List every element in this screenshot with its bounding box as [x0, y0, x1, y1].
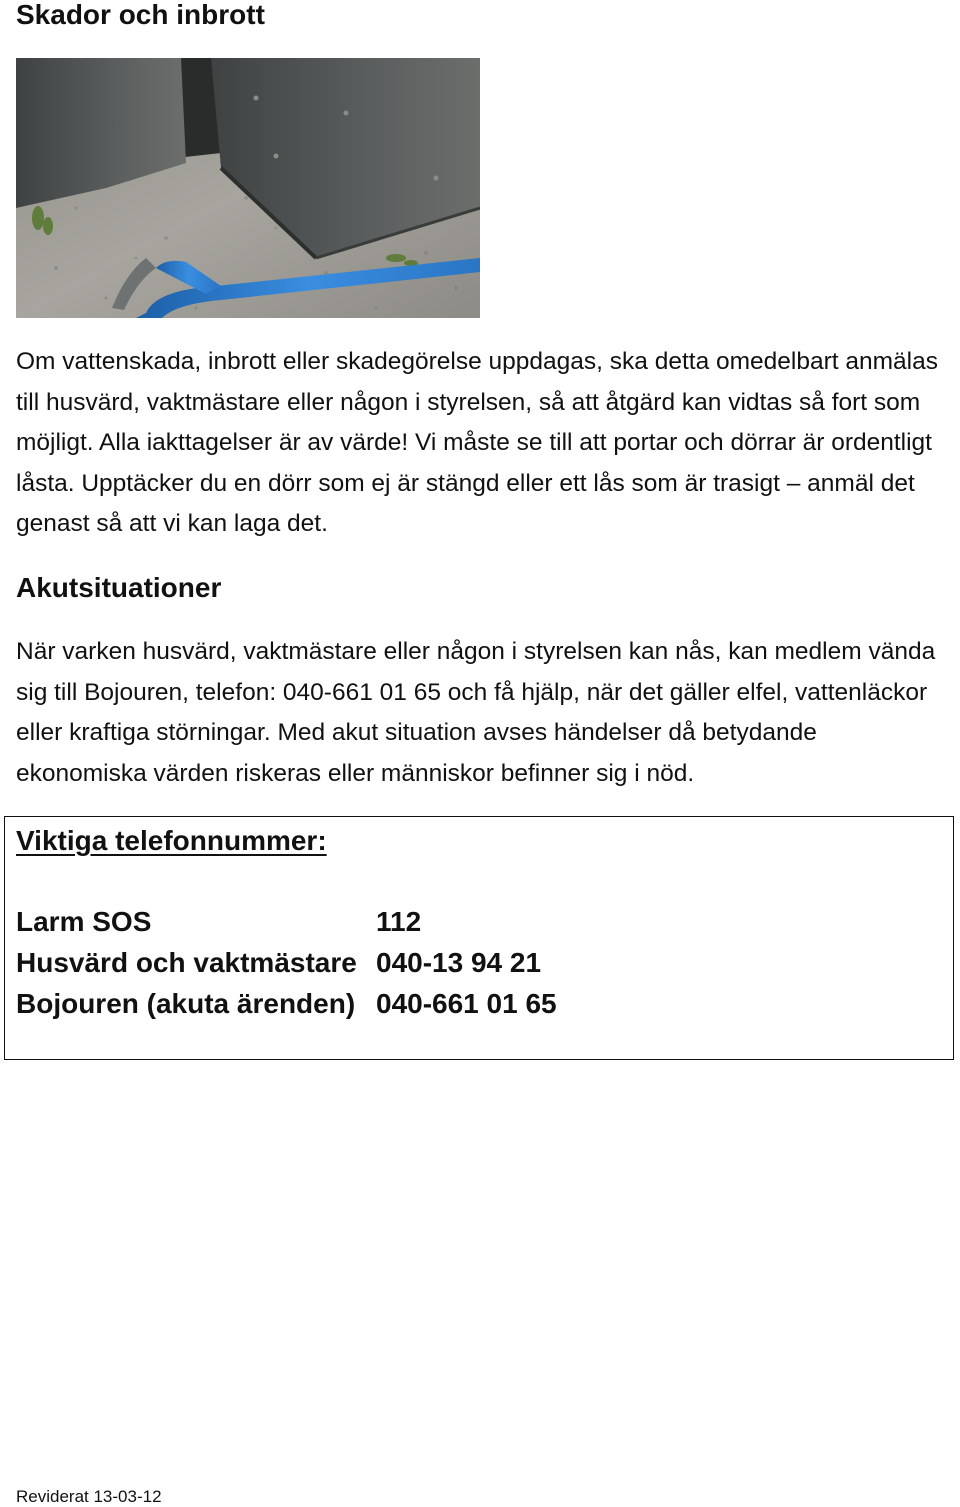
phone-name: Bojouren (akuta ärenden) — [16, 988, 356, 1019]
damage-paragraph: Om vattenskada, inbrott eller skadegörelse uppdagas, ska detta omedelbart anmälas till husvärd, vaktmästare eller någon i styrelsen, så att åtgärd kan vidtas så fort som möjligt. Alla iakttagelser är av värde! Vi måste se till att portar och dörrar är ordentligt låsta. Upptäcker du en dörr som ej är stängd eller ett lås som är trasigt – anmäl det genast så att vi kan laga det. — [16, 348, 939, 538]
akut-paragraph: När varken husvärd, vaktmästare eller någon i styrelsen kan nås, kan medlem vända sig till Bojouren, telefon: 040-661 01 65 och få hjälp, när det gäller elfel, vattenläckor eller kraftiga störningar. Med akut situation avses händelser då betydande ekonomiska värden riskeras eller människor befinner sig i nöd. — [16, 638, 936, 787]
phone-number: 112 — [376, 906, 422, 937]
akut-heading: Akutsituationer — [16, 572, 222, 603]
crowbar-photo — [16, 58, 480, 318]
page-title: Skador och inbrott — [16, 0, 265, 30]
important-phones-box — [4, 816, 954, 1060]
revision-date: Reviderat 13-03-12 — [16, 1487, 162, 1506]
phone-row — [16, 901, 557, 942]
phones-heading: Viktiga telefonnummer: — [16, 825, 327, 856]
phone-row — [16, 983, 557, 1024]
phone-number: 040-661 01 65 — [376, 988, 557, 1019]
phone-row — [16, 942, 557, 983]
phone-number: 040-13 94 21 — [376, 947, 542, 978]
phone-name: Husvärd och vaktmästare — [16, 947, 357, 978]
phone-name: Larm SOS — [16, 906, 152, 937]
phones-table — [16, 901, 557, 1024]
